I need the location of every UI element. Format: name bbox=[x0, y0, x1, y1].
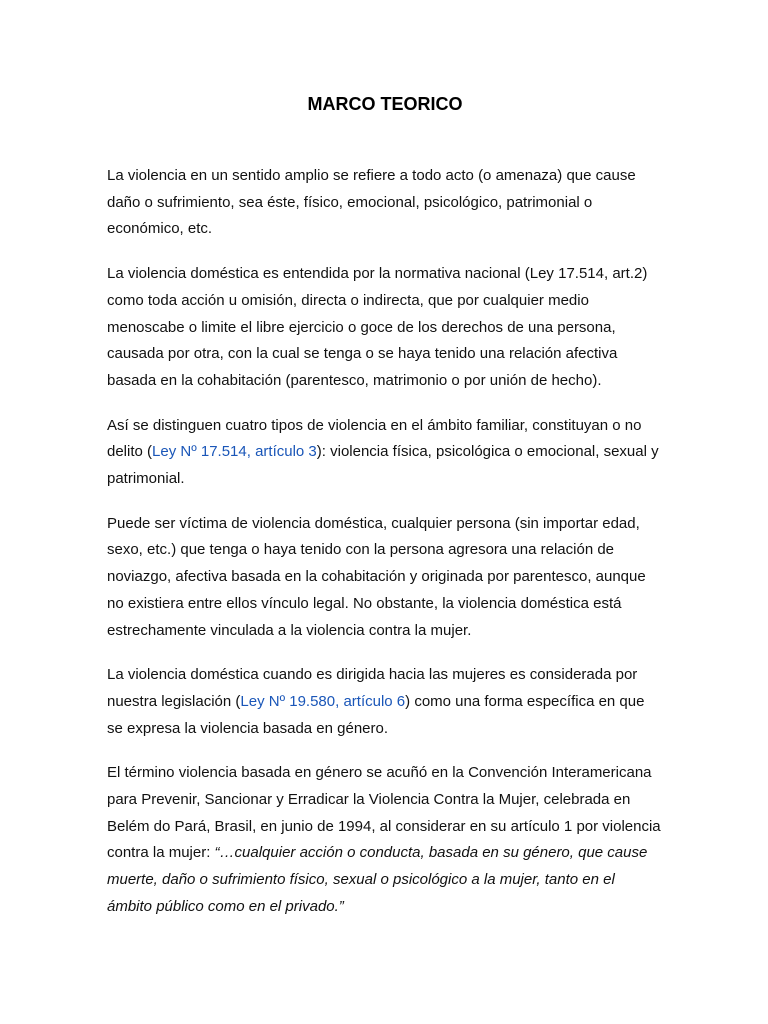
page-title: MARCO TEORICO bbox=[307, 94, 463, 114]
law-19580-article-6-link[interactable]: Ley Nº 19.580, artículo 6 bbox=[240, 692, 406, 710]
paragraph-text: La violencia doméstica es entendida por la normativa nacional (Ley 17.514, art.2) como toda acción u omisión, directa o indirecta, que por cualquier medio menoscabe o limite el libre ejercicio o goce de los derechos de una persona, causada por otra, con la cual se tenga o se haya tenido una relación afectiva basada en la cohabitación (parentesco, matrimonio o por unión de hecho). bbox=[107, 265, 648, 389]
document-body bbox=[107, 163, 663, 921]
paragraph-violence-definition bbox=[107, 163, 663, 243]
paragraph-text: El término violencia basada en género se acuñó en la Convención Interamericana para Prevenir, Sancionar y Erradicar la Violencia Contra la Mujer, celebrada en Belém do Pará, Brasil, en junio de 1994, al considerar en su artículo 1 por violencia contra la mujer: bbox=[107, 764, 661, 862]
paragraph-text: La violencia en un sentido amplio se refiere a todo acto (o amenaza) que cause daño o sufrimiento, sea éste, físico, emocional, psicológico, patrimonial o económico, etc. bbox=[107, 167, 636, 238]
paragraph-text: Así se distinguen cuatro tipos de violencia en el ámbito familiar, constituyan o no delito ( bbox=[107, 416, 642, 461]
paragraph-text: ): violencia física, psicológica o emocional, sexual y patrimonial. bbox=[107, 443, 659, 488]
paragraph-text: La violencia doméstica cuando es dirigida hacia las mujeres es considerada por nuestra legislación ( bbox=[107, 666, 638, 710]
paragraph-domestic-violence bbox=[107, 261, 663, 395]
paragraph-gender-violence bbox=[107, 760, 663, 920]
paragraph-text: Puede ser víctima de violencia doméstica, cualquier persona (sin importar edad, sexo, etc.) que tenga o haya tenido con la persona agresora una relación de noviazgo, afectiva basada en la cohabitación y originada por parentesco, aunque no existiera entre ellos vínculo legal. No obstante, la violencia doméstica está estrechamente vinculada a la violencia contra la mujer. bbox=[107, 514, 646, 639]
paragraph-violence-types bbox=[107, 413, 663, 493]
paragraph-women-violence bbox=[107, 662, 663, 742]
law-17514-article-3-link[interactable]: Ley Nº 17.514, artículo 3 bbox=[152, 443, 317, 461]
paragraph-text: ) como una forma específica en que se expresa la violencia basada en género. bbox=[107, 692, 645, 737]
convention-quote: “…cualquier acción o conducta, basada en su género, que cause muerte, daño o sufrimiento físico, sexual o psicológico a la mujer, tanto en el ámbito público como en el privado.” bbox=[107, 844, 648, 915]
document-page bbox=[107, 90, 663, 939]
paragraph-victims bbox=[107, 511, 663, 645]
